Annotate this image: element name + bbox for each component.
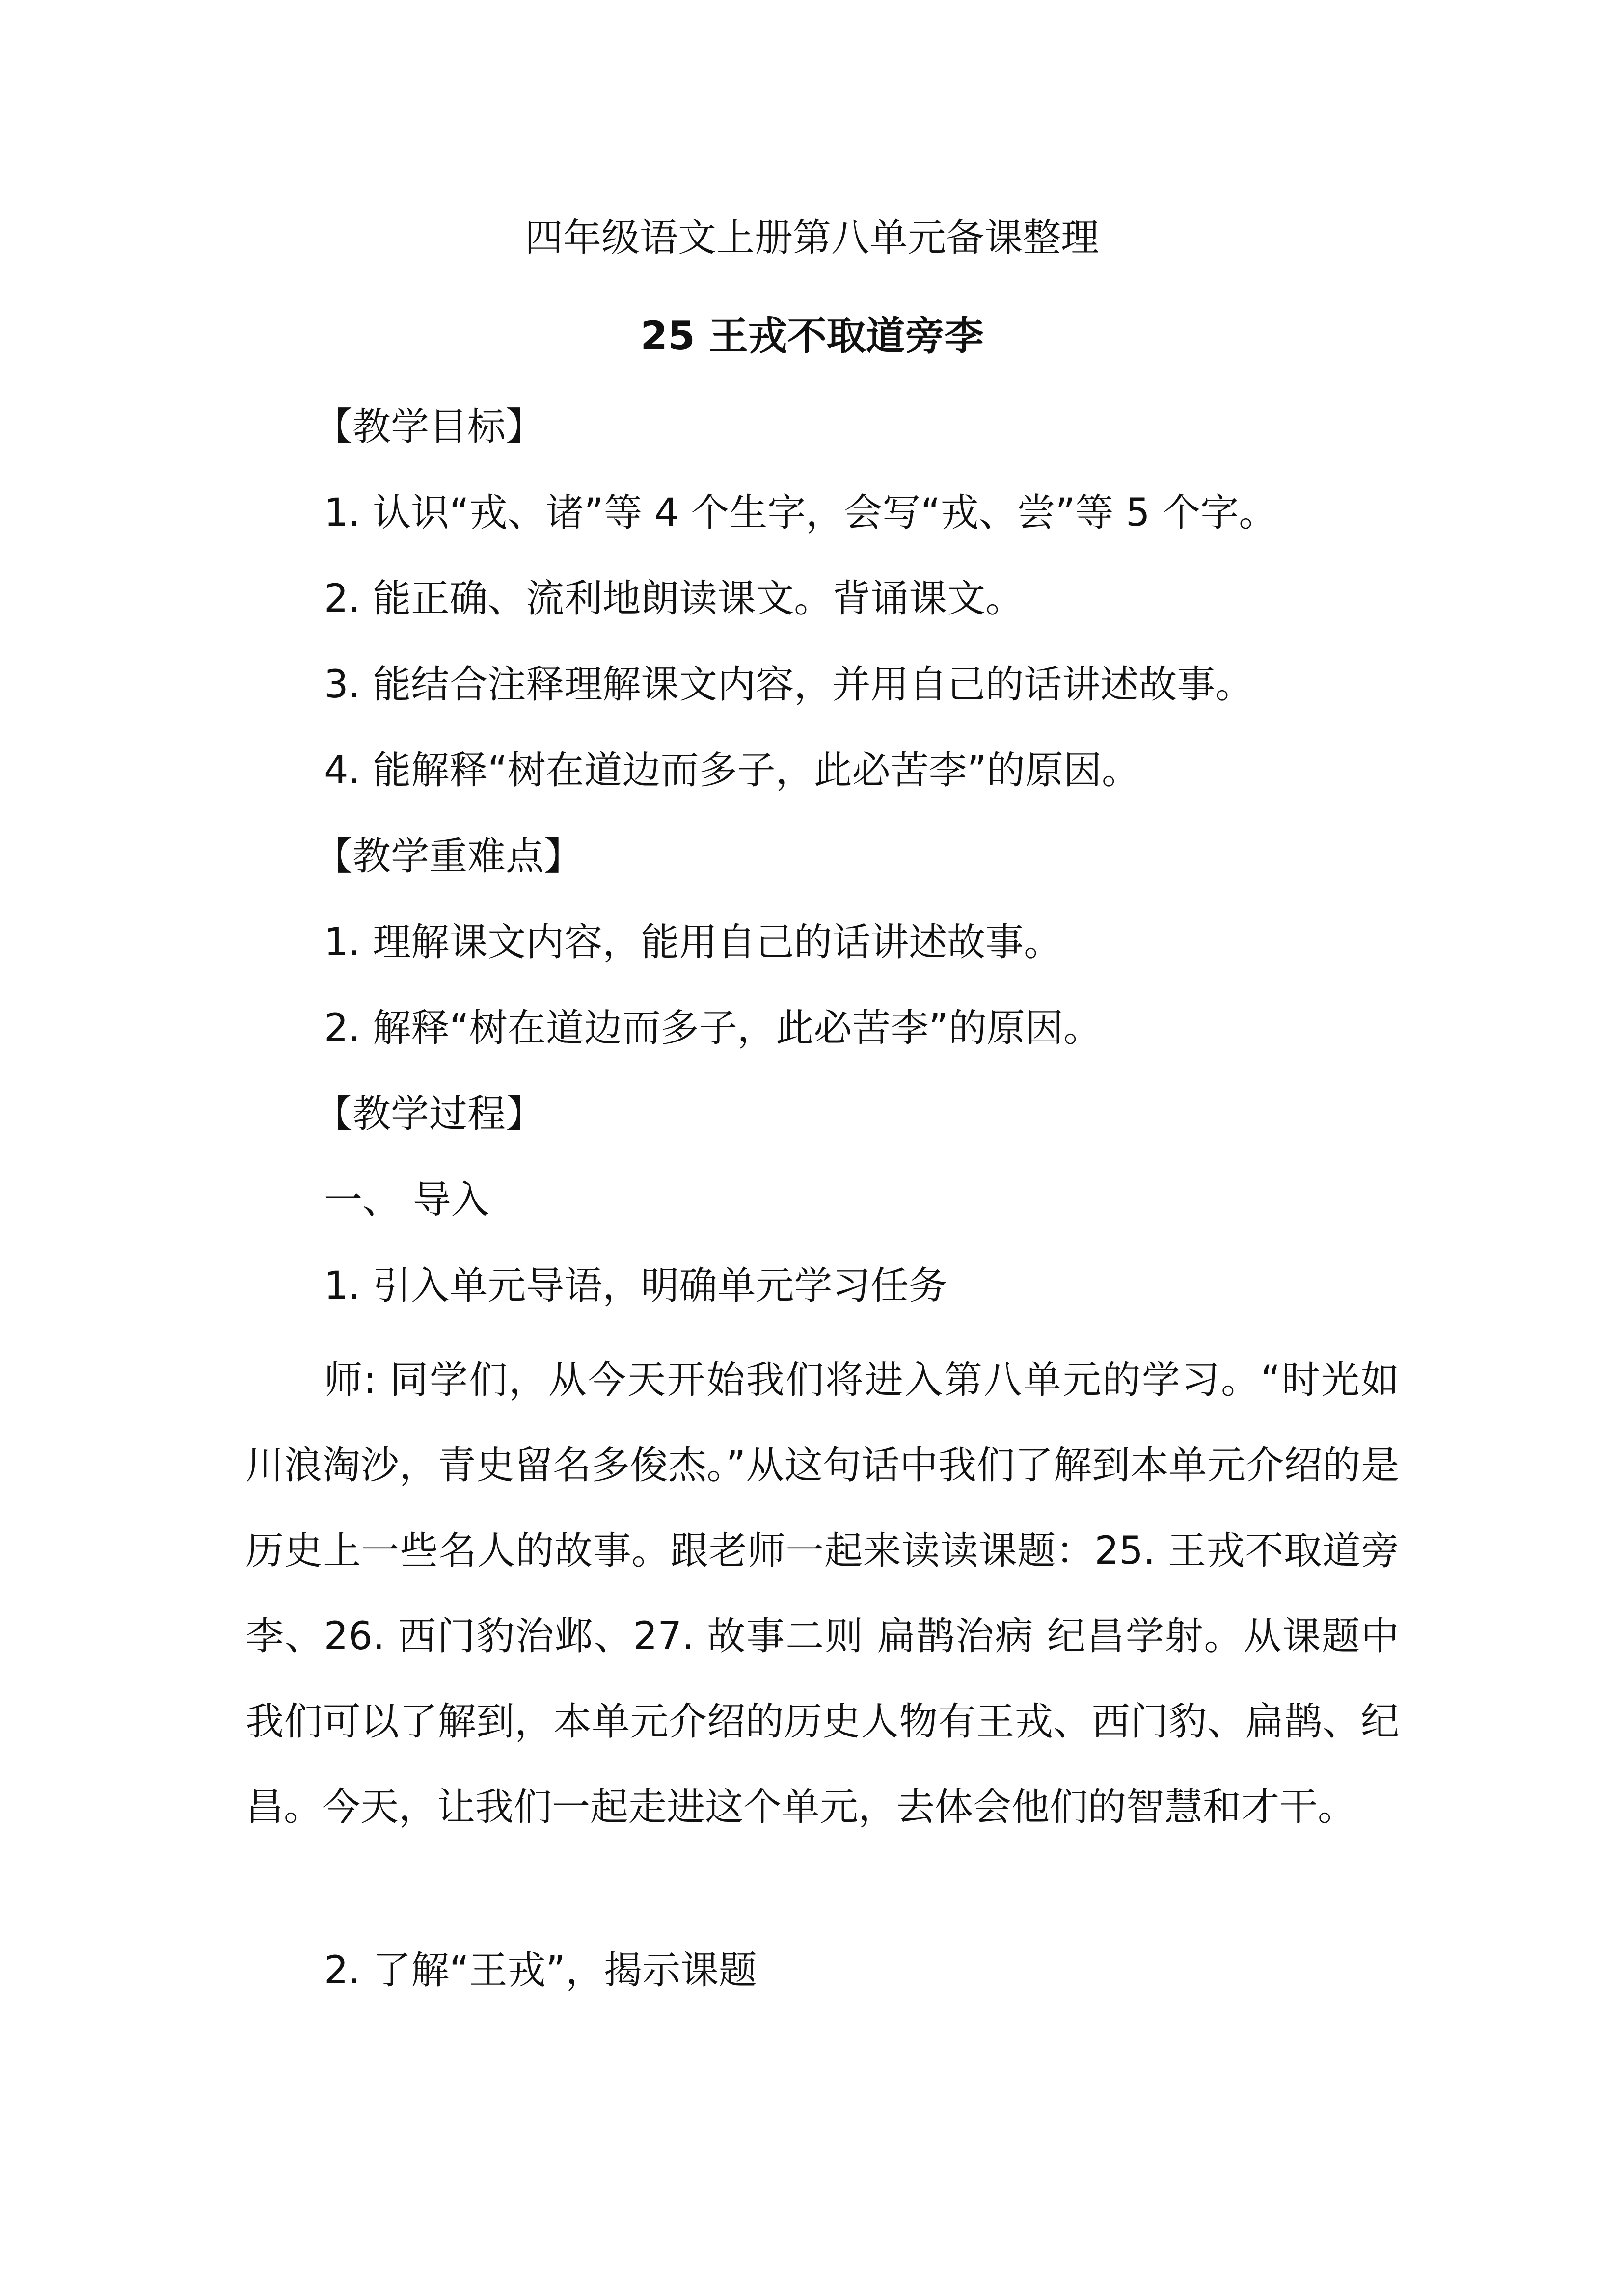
process-sub-two: 2. 了解“王戎”，揭示课题 <box>324 1949 758 1993</box>
objective-item-4: 4. 能解释“树在道边而多子，此必苦李”的原因。 <box>324 748 1140 793</box>
objectives-heading: 【教学目标】 <box>314 405 544 449</box>
key-points-heading: 【教学重难点】 <box>314 834 583 879</box>
process-step-one: 一、 导入 <box>324 1178 489 1222</box>
document-title: 四年级语文上册第八单元备课整理 <box>524 216 1099 260</box>
objective-item-2: 2. 能正确、流利地朗读课文。背诵课文。 <box>324 577 1024 621</box>
process-heading: 【教学过程】 <box>314 1092 544 1136</box>
key-point-item-2: 2. 解释“树在道边而多子，此必苦李”的原因。 <box>324 1006 1102 1050</box>
key-point-item-1: 1. 理解课文内容，能用自己的话讲述故事。 <box>324 920 1062 964</box>
teacher-paragraph: 师: 同学们，从今天开始我们将进入第八单元的学习。“时光如川浪淘沙，青史留名多俊杰。”从这句话中我们了解到本单元介绍的是历史上一些名人的故事。跟老师一起来读读课题：25. 王戎不取道旁李、26. 西门豹治邺、27. 故事二则 扁鹊治病 纪昌学射。从课题中我们可以了解到，本单元介绍的历史人物有王戎、西门豹、扁鹊、纪昌。今天，让我们一起走进这个单元，去体会他们的智慧和才干。 <box>245 1358 1399 1829</box>
objective-item-3: 3. 能结合注释理解课文内容，并用自己的话讲述故事。 <box>324 663 1254 707</box>
process-sub-one: 1. 引入单元导语，明确单元学习任务 <box>324 1264 947 1308</box>
lesson-title: 25 王戎不取道旁李 <box>640 313 984 359</box>
objective-item-1: 1. 认识“戎、诸”等 4 个生字，会写“戎、尝”等 5 个字。 <box>324 491 1277 535</box>
